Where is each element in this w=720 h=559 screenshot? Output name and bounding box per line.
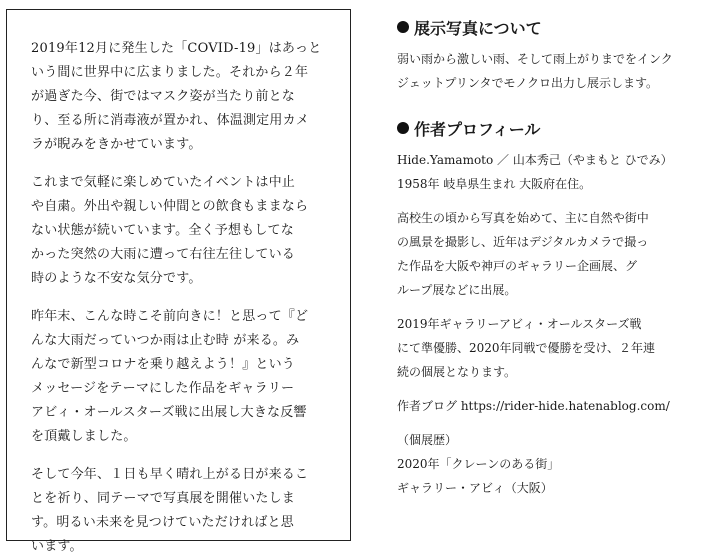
text-line: かった突然の大雨に遭って右往左往している <box>31 247 296 262</box>
text-line: そして今年、１日も早く晴れ上がる日が来るこ <box>31 467 309 482</box>
history-label: （個展歴） <box>397 433 458 447</box>
text-line: アビィ・オールスターズ戦に出展し大きな反響 <box>31 405 307 420</box>
text-line: ループ展などに出展。 <box>397 283 517 297</box>
text-line: メッセージをテーマにした作品をギャラリー <box>31 381 295 396</box>
text-line: 2020年「クレーンのある街」 <box>397 457 560 471</box>
text-line: 時のような不安な気分です。 <box>31 271 202 286</box>
text-line: ない状態が続いています。全く予想もしてな <box>31 223 294 238</box>
bullet-icon <box>397 21 409 33</box>
text-line: を頂戴しました。 <box>31 429 137 444</box>
text-line: が過ぎた今、街ではマスク姿が当たり前とな <box>31 89 296 104</box>
info-column <box>397 14 715 500</box>
message-paragraph-3 <box>31 305 330 449</box>
text-line: 弱い雨から激しい雨、そして雨上がりまでをインク <box>397 52 673 66</box>
text-line: んな大雨だっていつか雨は止む時 が来る。み <box>31 333 300 348</box>
text-line: ラが睨みをきかせています。 <box>31 137 202 152</box>
text-line: ギャラリー・アビィ（大阪） <box>397 481 553 495</box>
blog-link: 作者ブログ https://rider-hide.hatenablog.com/ <box>397 399 670 413</box>
text-line: 高校生の頃から写真を始めて、主に自然や街中 <box>397 211 649 225</box>
profile-title: 作者プロフィール <box>414 119 541 139</box>
text-line: り、至る所に消毒液が置かれ、体温測定用カメ <box>31 113 309 128</box>
text-line: 昨年末、こんな時こそ前向きに！と思って『ど <box>31 309 309 324</box>
bullet-icon <box>397 122 409 134</box>
text-line: や自粛。外出や親しい仲間との飲食もままなら <box>31 199 309 214</box>
exhibit-heading <box>397 14 715 40</box>
text-line: た作品を大阪や神戸のギャラリー企画展、グ <box>397 259 638 273</box>
text-line: 続の個展となります。 <box>397 365 517 379</box>
text-line: 2019年12月に発生した「COVID-19」はあっと <box>31 41 322 56</box>
text-line: にて準優勝、2020年同戦で優勝を受け、２年連 <box>397 341 656 355</box>
text-line: いう間に世界中に広まりました。それから２年 <box>31 65 309 80</box>
text-line: います。 <box>31 539 83 554</box>
text-line: とを祈り、同テーマで写真展を開催いたしま <box>31 491 296 506</box>
text-line: す。明るい未来を見つけていただければと思 <box>31 515 294 530</box>
author-name: Hide.Yamamoto ／ 山本秀己（やまもと ひでみ） <box>397 153 673 167</box>
author-born: 1958年 岐阜県生まれ 大阪府在住。 <box>397 177 592 191</box>
profile-history <box>397 428 715 500</box>
message-paragraph-1 <box>31 37 330 157</box>
exhibit-title: 展示写真について <box>414 18 542 38</box>
exhibit-description <box>397 47 715 95</box>
message-paragraph-2 <box>31 171 330 291</box>
message-box <box>6 9 351 554</box>
text-line: んなで新型コロナを乗り越えよう！』という <box>31 357 296 372</box>
profile-blog <box>397 394 715 418</box>
profile-awards <box>397 312 715 384</box>
profile-identity <box>397 148 715 196</box>
text-line: ジェットプリンタでモノクロ出力し展示します。 <box>397 76 659 90</box>
text-line: 2019年ギャラリーアビィ・オールスターズ戦 <box>397 317 642 331</box>
text-line: これまで気軽に楽しめていたイベントは中止 <box>31 175 296 190</box>
text-line: の風景を撮影し、近年はデジタルカメラで撮っ <box>397 235 649 249</box>
message-paragraph-4 <box>31 463 330 559</box>
profile-bio <box>397 206 715 302</box>
profile-heading <box>397 115 715 141</box>
